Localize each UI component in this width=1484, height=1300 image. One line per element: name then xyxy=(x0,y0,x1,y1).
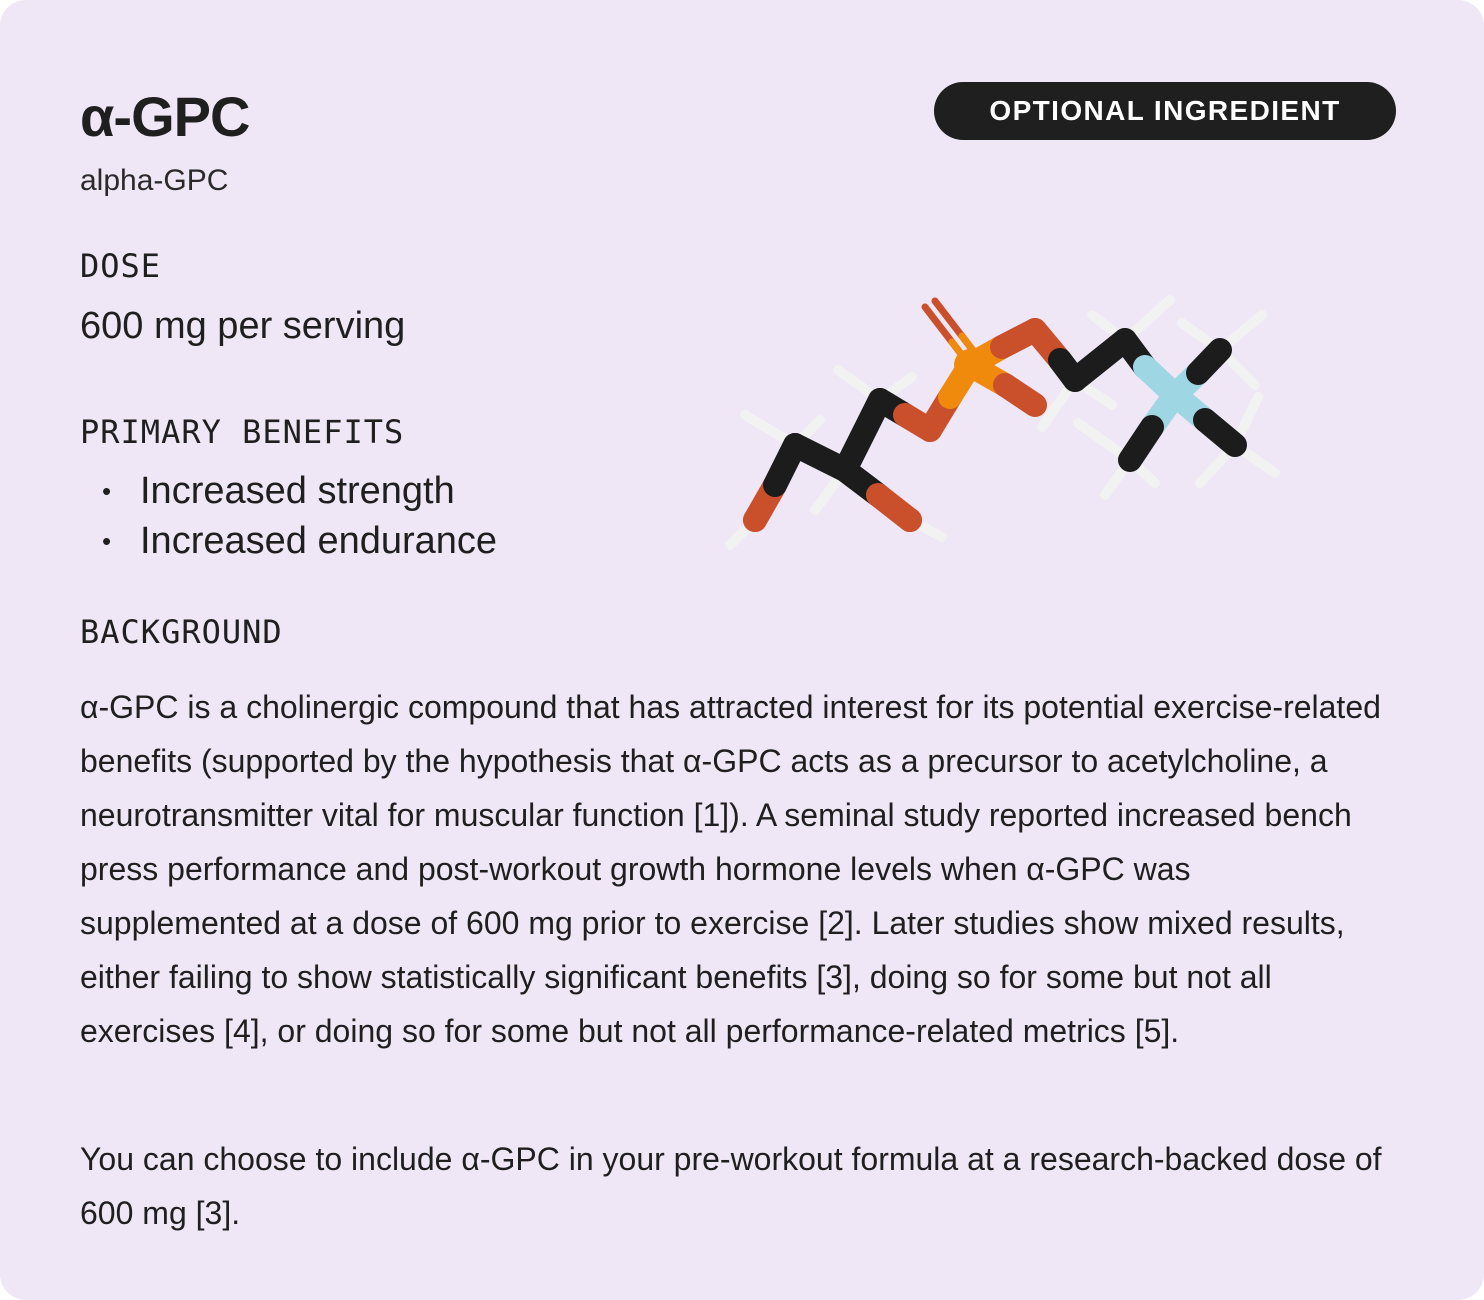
benefits-list xyxy=(100,466,497,566)
bullet-icon: • xyxy=(102,476,112,506)
dose-label: DOSE xyxy=(80,247,162,285)
molecule-illustration xyxy=(720,285,1290,565)
benefit-item xyxy=(100,516,497,566)
benefit-text: Increased endurance xyxy=(140,520,498,562)
ingredient-title: α-GPC xyxy=(80,85,250,148)
optional-ingredient-badge: OPTIONAL INGREDIENT xyxy=(934,82,1396,140)
bullet-icon: • xyxy=(102,526,112,556)
background-label: BACKGROUND xyxy=(80,613,283,651)
ingredient-subtitle: alpha-GPC xyxy=(80,164,229,197)
background-paragraph: You can choose to include α-GPC in your pre-workout formula at a research-backed dose of 600 mg [3]. xyxy=(80,1141,1382,1231)
dose-value: 600 mg per serving xyxy=(80,305,406,347)
benefit-text: Increased strength xyxy=(140,470,455,512)
primary-benefits-label: PRIMARY BENEFITS xyxy=(80,413,405,451)
background-paragraph: α-GPC is a cholinergic compound that has attracted interest for its potential exercise-related benefits (supported by the hypothesis that α-GPC acts as a precursor to acetylcholine, a neurotransmitter vital for muscular function [1]). A seminal study reported increased bench press performance and post-workout growth hormone levels when α-GPC was supplemented at a dose of 600 mg prior to exercise [2]. Later studies show mixed results, either failing to show statistically significant benefits [3], doing so for some but not all exercises [4], or doing so for some but not all performance-related metrics [5]. xyxy=(80,689,1381,1049)
benefit-item xyxy=(100,466,497,516)
